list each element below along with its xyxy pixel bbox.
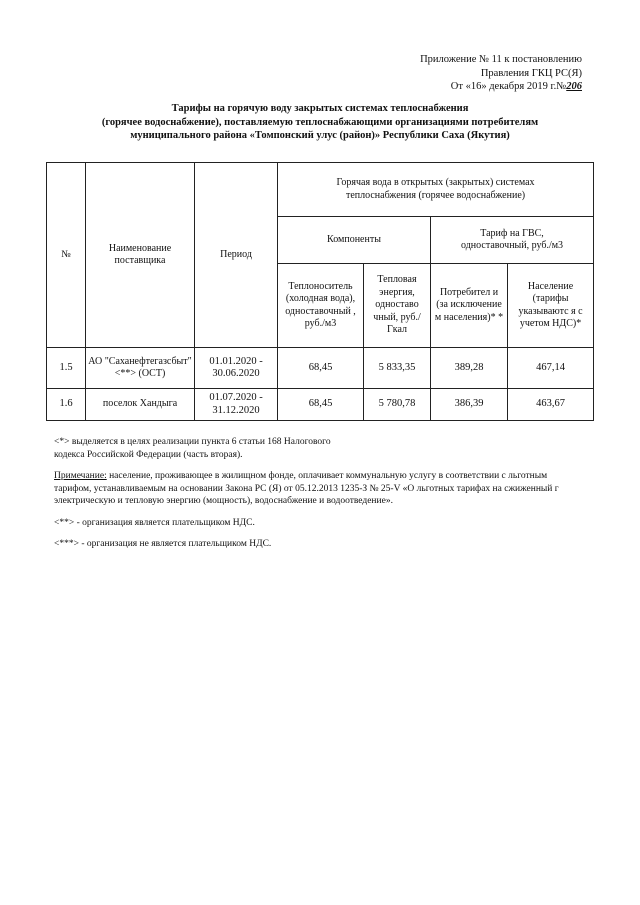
header-supplier: Наименование поставщика	[86, 163, 195, 348]
remark-line-2: тарифом, устанавливаемым на основании Закона РС (Я) от 05.12.2013 1235-З № 25-V «О льготных тарифах на сжиженный г	[54, 483, 559, 494]
cell-supplier: поселок Хандыга	[86, 389, 195, 421]
cell-population: 463,67	[508, 389, 594, 421]
title-line-2: (горячее водоснабжение), поставляемую теплоснабжающими организациями потребителям	[101, 116, 539, 128]
cell-no: 1.6	[47, 389, 86, 421]
cell-consumers: 386,39	[431, 389, 508, 421]
remark-line-3: электрическую и тепловую энергию (мощность), водоснабжение и водоотведение».	[54, 496, 393, 506]
title-line-3: муниципального района «Томпонский улус (район)» Республики Саха (Якутия)	[130, 130, 510, 141]
handwritten-number: 206	[566, 81, 582, 92]
cell-period: 01.01.2020 - 30.06.2020	[195, 348, 278, 389]
header-line-date	[420, 80, 582, 94]
remark-line-1	[54, 470, 614, 483]
tariff-table	[46, 162, 594, 421]
header-hot-water-group: Горячая вода в открытых (закрытых) системах теплоснабжения (горячее водоснабжение)	[278, 163, 594, 217]
remark-text-1: население, проживающее в жилищном фонде, оплачивает коммунальную услугу в соответствии с льготным	[106, 471, 548, 481]
header-heat-energy: Тепловая энергия, одноставо чный, руб./Гкал	[364, 264, 431, 348]
header-tariff-gvs: Тариф на ГВС, одноставочный, руб./м3	[431, 217, 594, 264]
document-header	[420, 53, 582, 94]
footnotes	[54, 436, 614, 551]
cell-consumers: 389,28	[431, 348, 508, 389]
header-line-appendix: Приложение № 11 к постановлению	[420, 54, 582, 65]
header-line-board: Правления ГКЦ РС(Я)	[480, 67, 582, 79]
header-coolant: Теплоноситель (холодная вода), одноставочный , руб./м3	[278, 264, 364, 348]
header-no: №	[47, 163, 86, 348]
cell-heat-energy: 5 833,35	[364, 348, 431, 389]
header-components: Компоненты	[278, 217, 431, 264]
table-row	[47, 348, 594, 389]
header-date-text: От «16» декабря 2019 г.№	[450, 81, 567, 92]
cell-heat-energy: 5 780,78	[364, 389, 431, 421]
footnote-vat-line-2: кодекса Российской Федерации (часть вторая).	[54, 449, 243, 460]
header-period: Период	[195, 163, 278, 348]
cell-no: 1.5	[47, 348, 86, 389]
remark-label: Примечание:	[54, 471, 107, 481]
title-line-1: Тарифы на горячую воду закрытых системах теплоснабжения	[171, 103, 469, 114]
cell-period: 01.07.2020 - 31.12.2020	[195, 389, 278, 421]
footnote-vat-line-1: <*> выделяется в целях реализации пункта 6 статьи 168 Налогового	[54, 437, 331, 447]
cell-population: 467,14	[508, 348, 594, 389]
footnote-non-vat-payer: <***> - организация не является плательщиком НДС.	[54, 539, 272, 549]
footnote-vat-payer: <**> - организация является плательщиком НДС.	[54, 517, 255, 528]
cell-supplier: АО "Саханефтегазсбыт" <**> (ОСТ)	[86, 348, 195, 389]
header-population: Население (тарифы указываютс я с учетом НДС)*	[508, 264, 594, 348]
document-title	[40, 102, 600, 143]
header-consumers: Потребител и (за исключение м населения)* *	[431, 264, 508, 348]
cell-coolant: 68,45	[278, 389, 364, 421]
cell-coolant: 68,45	[278, 348, 364, 389]
table-row	[47, 389, 594, 421]
